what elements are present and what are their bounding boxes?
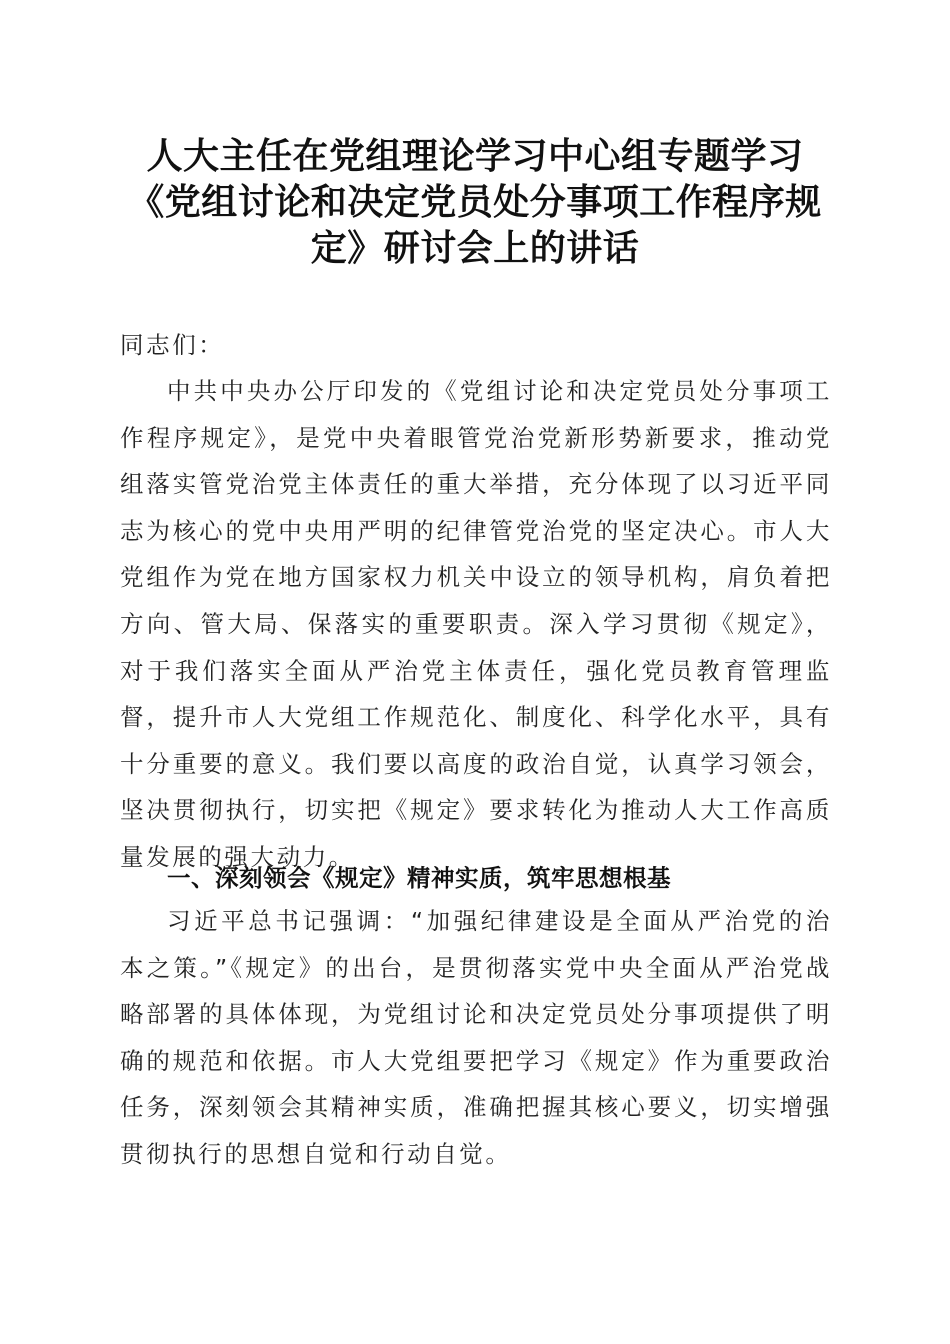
salutation: 同志们： (120, 331, 225, 359)
document-title: 人大主任在党组理论学习中心组专题学习《党组讨论和决定党员处分事项工作程序规定》研讨会上的讲话 (128, 135, 822, 269)
section-paragraph: 习近平总书记强调：“加强纪律建设是全面从严治党的治本之策。”《规定》的出台，是贯彻落实党中央全面从严治党战略部署的具体体现，为党组讨论和决定党员处分事项提供了明确的规范和依据。市人大党组要把学习《规定》作为重要政治任务，深刻领会其精神实质，准确把握其核心要义，切实增强贯彻执行的思想自觉和行动自觉。 (120, 907, 832, 1168)
section-heading: 一、深刻领会《规定》精神实质，筑牢思想根基 (167, 864, 671, 892)
intro-paragraph: 中共中央办公厅印发的《党组讨论和决定党员处分事项工作程序规定》，是党中央着眼管党治党新形势新要求，推动党组落实管党治党主体责任的重大举措，充分体现了以习近平同志为核心的党中央用严明的纪律管党治党的坚定决心。市人大党组作为党在地方国家权力机关中设立的领导机构，肩负着把方向、管大局、保落实的重要职责。深入学习贯彻《规定》，对于我们落实全面从严治党主体责任，强化党员教育管理监督，提升市人大党组工作规范化、制度化、科学化水平，具有十分重要的意义。我们要以高度的政治自觉，认真学习领会，坚决贯彻执行，切实把《规定》要求转化为推动人大工作高质量发展的强大动力。 (120, 377, 832, 871)
